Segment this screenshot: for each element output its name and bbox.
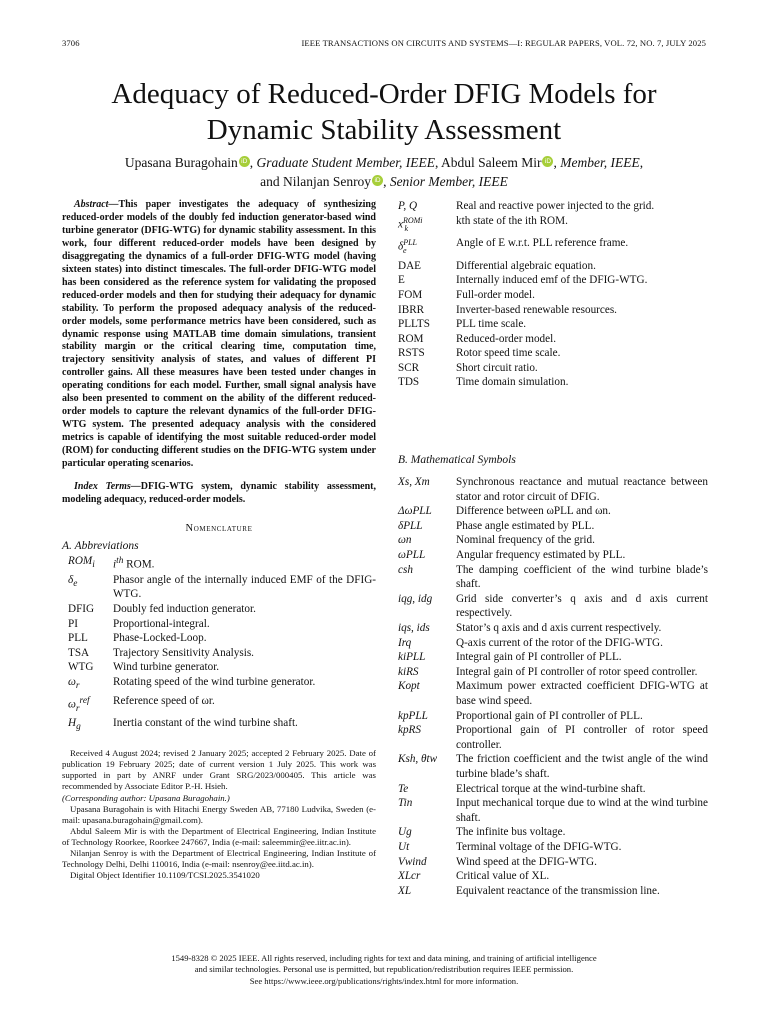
list-item: FOM Full-order model. xyxy=(398,288,535,301)
affiliation-1: Upasana Buragohain is with Hitachi Energy Sweden AB, 77180 Ludvika, Sweden (e-mail: upasana.buragohain@gmail.com). xyxy=(62,803,376,825)
list-item: kiPLL Integral gain of PI controller of PLL. xyxy=(398,651,622,664)
list-item: $x^{ROMi}_k$ kth state of the ith ROM. xyxy=(398,214,568,233)
list-item: Tin Input mechanical torque due to wind at the wind turbine shaft. xyxy=(398,797,708,824)
orcid-icon[interactable]: iD xyxy=(542,156,553,167)
footer-line-1: 1549-8328 © 2025 IEEE. All rights reserved, including rights for text and data mining, and training of artificial intelligence xyxy=(171,953,597,963)
index-terms-text: DFIG-WTG system, dynamic stability assessment, modeling adequacy, reduced-order models. xyxy=(62,481,376,505)
list-item: ROM Reduced-order model. xyxy=(398,332,557,345)
affiliation-2: Abdul Saleem Mir is with the Department of Electrical Engineering, Indian Institute of Technology Roorkee, Roorkee 247667, India (e-mail: saleemmir@ee.iitr.ac.in). xyxy=(62,825,376,847)
list-item: Xs, Xm Synchronous reactance and mutual reactance between stator and rotor circuit of DFIG. xyxy=(398,476,708,503)
footer-line-3: See https://www.ieee.org/publications/rights/index.html for more information. xyxy=(249,975,519,986)
index-terms xyxy=(62,481,376,507)
author-1: Upasana Buragohain xyxy=(124,155,238,170)
footer-line-2: and similar technologies. Personal use is permitted, but republication/redistribution requires IEEE permission. xyxy=(194,964,574,975)
author-1-role: Graduate Student Member, IEEE xyxy=(256,155,435,170)
list-item: P, Q Real and reactive power injected to the grid. xyxy=(398,200,655,212)
doi-note: Digital Object Identifier 10.1109/TCSI.2025.3541020 xyxy=(70,870,260,881)
list-item: csh The damping coefficient of the wind turbine blade’s shaft. xyxy=(398,563,708,591)
author-3: Nilanjan Senroy xyxy=(282,174,372,189)
list-item: $\delta^{PLL}_e$ Angle of E w.r.t. PLL reference frame. xyxy=(398,237,629,256)
paper-title xyxy=(0,76,768,148)
title-line-1: Adequacy of Reduced-Order DFIG Models for xyxy=(111,78,657,110)
list-item: kpRS Proportional gain of PI controller of rotor speed controller. xyxy=(398,724,708,751)
author-block: Upasana Buragohain iD , Graduate Student Member, IEEE, Abdul Saleem Mir iD , Member, IEEE, and Nilanjan Senroy iD , Senior Member, IEEE xyxy=(124,155,644,189)
abbreviations-list-left xyxy=(62,554,376,735)
list-item: WTG Wind turbine generator. xyxy=(68,661,220,674)
list-item: $\omega_r^{ref}$ Reference speed of ωr. xyxy=(68,694,215,714)
list-item: $\delta_e$ Phasor angle of the internally induced EMF of the DFIG-WTG. xyxy=(68,573,376,601)
list-item: $\omega_r$ Rotating speed of the wind turbine generator. xyxy=(68,675,316,692)
title-line-2: Dynamic Stability Assessment xyxy=(206,114,562,146)
nomenclature-heading: Nomenclature xyxy=(185,522,253,534)
abstract-text: This paper investigates the adequacy of synthesizing reduced-order models of the doubly fed induction generator-based wind turbine generator (DFIG-WTG) for dynamic stability assessment. In this work, four different reduced-order models have been designed by disaggregating the dynamics of a full-order DFIG-WTG model (having sixteen states) into distinct timescales. The full-order DFIG-WTG model has been considered as the reference system for validating the proposed reduced-order models and then for studying their adequacy for dynamic stability. To perform the proposed adequacy analysis of the reduced-order models, some performance metrics have been considered, such as dynamic response using MATLAB time domain simulations, transient stability margin or the critical clearing time, computation time, trajectory sensitivity analysis of states, and values of different PI controller gains. All these measures have been tested under changes in operating conditions for each model. Further, small signal analysis have also been presented to comment on the ability of the different reduced-order models to capture the relevant dynamics of the full-order DFIG-WTG system. The presented adequacy analysis with the considered metrics is capable of identifying the most suitable reduced-order model (ROM) for conducting different studies on the DFIG-WTG system under particular operating scenarios. xyxy=(62,199,376,470)
list-item: ωPLL Angular frequency estimated by PLL. xyxy=(398,549,626,562)
list-item: iqs, ids Stator’s q axis and d axis current respectively. xyxy=(398,622,662,634)
list-item: kiRS Integral gain of PI controller of rotor speed controller. xyxy=(398,665,698,678)
abbreviations-heading: A. Abbreviations xyxy=(62,539,139,552)
list-item: IBRR Inverter-based renewable resources. xyxy=(398,303,617,316)
orcid-icon[interactable]: iD xyxy=(372,175,383,186)
list-item: Ksh, θtw The friction coefficient and the twist angle of the wind turbine blade’s shaft. xyxy=(398,753,708,780)
author-3-role: Senior Member, IEEE xyxy=(389,174,508,189)
list-item: PLL Phase-Locked-Loop. xyxy=(68,632,207,645)
author-2-role: Member, IEEE xyxy=(560,155,640,170)
list-item: Te Electrical torque at the wind-turbine shaft. xyxy=(398,782,646,795)
list-item: iqg, idg Grid side converter’s q axis and d axis current respectively. xyxy=(398,592,708,620)
list-item: ΔωPLL Difference between ωPLL and ωn. xyxy=(398,505,611,518)
journal-header: IEEE TRANSACTIONS ON CIRCUITS AND SYSTEMS—I: REGULAR PAPERS, VOL. 72, NO. 7, JULY 2025 xyxy=(301,38,706,48)
abstract xyxy=(62,199,376,471)
list-item: Irq Q-axis current of the rotor of the DFIG-WTG. xyxy=(398,636,663,649)
math-symbols-heading: B. Mathematical Symbols xyxy=(398,454,516,467)
list-item: DFIG Doubly fed induction generator. xyxy=(68,602,256,615)
list-item: DAE Differential algebraic equation. xyxy=(398,259,596,272)
list-item: Ug The infinite bus voltage. xyxy=(398,826,566,839)
list-item: ωn Nominal frequency of the grid. xyxy=(398,534,595,547)
corresponding-author-note: (Corresponding author: Upasana Buragohain.) xyxy=(62,792,230,803)
list-item: XL Equivalent reactance of the transmission line. xyxy=(398,884,660,897)
abstract-label: Abstract— xyxy=(74,199,119,210)
received-note: Received 4 August 2024; revised 2 January 2025; accepted 2 February 2025. Date of publication 19 February 2025; date of current version 1 July 2025. This work was supported in part by ANRF under Grant SRG/2023/000405. This article was recommended by Associate Editor P.-H. Hsieh. xyxy=(62,748,376,792)
list-item: $H_g$ Inertia constant of the wind turbine shaft. xyxy=(68,717,298,733)
list-item: $ROM_i$ $i^{th}$ ROM. xyxy=(68,554,155,571)
list-item: XLcr Critical value of XL. xyxy=(398,870,550,883)
copyright-footer xyxy=(0,953,768,987)
author-and: and xyxy=(260,174,280,189)
list-item: SCR Short circuit ratio. xyxy=(398,361,538,374)
list-item: E Internally induced emf of the DFIG-WTG. xyxy=(398,274,648,287)
abbreviations-list-right xyxy=(398,199,708,390)
list-item: TDS Time domain simulation. xyxy=(398,376,569,389)
footnotes xyxy=(62,748,376,881)
math-symbols-list xyxy=(398,475,708,898)
list-item: Ut Terminal voltage of the DFIG-WTG. xyxy=(398,840,622,853)
list-item: PI Proportional-integral. xyxy=(68,617,210,630)
list-item: PLLTS PLL time scale. xyxy=(398,318,527,331)
list-item: RSTS Rotor speed time scale. xyxy=(398,347,561,360)
index-terms-label: Index Terms— xyxy=(74,481,141,493)
right-column xyxy=(398,199,708,898)
list-item: Kopt Maximum power extracted coefficient DFIG-WTG at base wind speed. xyxy=(398,680,708,707)
author-2: Abdul Saleem Mir xyxy=(440,155,542,170)
left-column xyxy=(62,199,376,881)
list-item: δPLL Phase angle estimated by PLL. xyxy=(398,519,595,532)
list-item: TSA Trajectory Sensitivity Analysis. xyxy=(68,646,254,659)
list-item: kpPLL Proportional gain of PI controller of PLL. xyxy=(398,709,643,722)
affiliation-3: Nilanjan Senroy is with the Department of Electrical Engineering, Indian Institute of Technology Delhi, Delhi 110016, India (e-mail: nsenroy@ee.iitd.ac.in). xyxy=(62,847,376,870)
list-item: Vwind Wind speed at the DFIG-WTG. xyxy=(398,855,597,868)
orcid-icon[interactable]: iD xyxy=(239,156,250,167)
page-number: 3706 xyxy=(62,38,80,48)
